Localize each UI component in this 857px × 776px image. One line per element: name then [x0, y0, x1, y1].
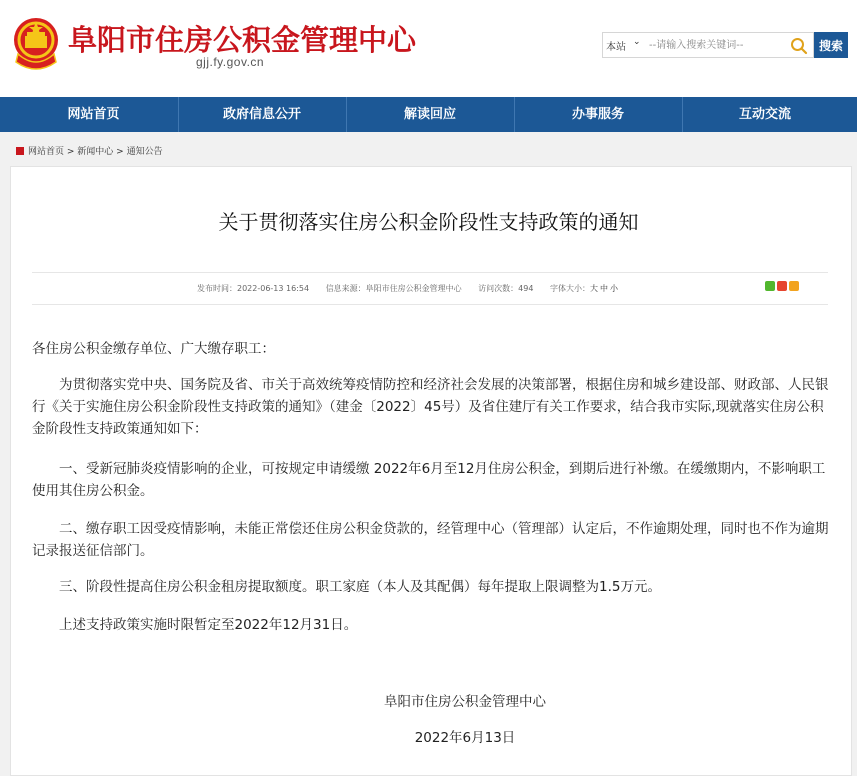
weibo-icon[interactable]	[777, 281, 787, 291]
qzone-icon[interactable]	[789, 281, 799, 291]
divider	[32, 304, 828, 305]
site-header	[0, 0, 857, 97]
search-icon[interactable]	[789, 36, 809, 56]
view-count: 访问次数：494	[478, 284, 534, 293]
breadcrumb-news[interactable]: 新闻中心	[77, 147, 114, 157]
font-size-small[interactable]: 小	[610, 284, 619, 293]
article-paragraph: 二、缴存职工因受疫情影响，未能正常偿还住房公积金贷款的，经管理中心（管理部）认定后，不作逾期处理，同时也不作为逾期记录报送征信部门。	[32, 521, 829, 559]
signature: 阜阳市住房公积金管理中心	[384, 694, 546, 710]
main-nav	[0, 97, 857, 132]
publish-time: 发布时间：2022-06-13 16:54	[197, 284, 310, 293]
article-paragraph: 上述支持政策实施时限暂定至2022年12月31日。	[59, 617, 358, 633]
divider	[32, 272, 828, 273]
info-source: 信息来源：阜阳市住房公积金管理中心	[325, 284, 462, 293]
article-meta	[197, 283, 620, 294]
nav-item-interaction[interactable]: 互动交流	[738, 107, 791, 122]
font-size-label: 字体大小：	[550, 284, 591, 293]
chevron-down-icon[interactable]: ⌄	[633, 37, 641, 47]
salutation: 各住房公积金缴存单位、广大缴存职工：	[32, 341, 275, 357]
search-input[interactable]	[647, 36, 787, 54]
article-paragraph: 一、受新冠肺炎疫情影响的企业，可按规定申请缓缴 2022年6月至12月住房公积金，到期后进行补缴。在缓缴期内，不影响职工使用其住房公积金。	[32, 461, 826, 499]
font-size-medium[interactable]: 中	[600, 284, 609, 293]
nav-item-gov-info[interactable]: 政府信息公开	[222, 107, 301, 122]
search-button[interactable]: 搜索	[814, 32, 848, 58]
site-domain: gjj.fy.gov.cn	[196, 55, 265, 69]
search-box	[602, 32, 814, 58]
breadcrumb	[16, 144, 163, 157]
site-title[interactable]: 阜阳市住房公积金管理中心	[68, 23, 417, 57]
nav-item-interpretation[interactable]: 解读回应	[403, 107, 456, 122]
breadcrumb-separator: >	[113, 147, 127, 157]
breadcrumb-separator: >	[64, 147, 78, 157]
breadcrumb-current[interactable]: 通知公告	[126, 147, 163, 157]
search-scope-select[interactable]: 本站	[606, 42, 626, 53]
nav-item-services[interactable]: 办事服务	[571, 107, 624, 122]
font-size-large[interactable]: 大	[590, 284, 599, 293]
home-icon	[16, 147, 24, 155]
nav-item-home[interactable]: 网站首页	[67, 107, 120, 122]
article-title: 关于贯彻落实住房公积金阶段性支持政策的通知	[218, 210, 639, 234]
breadcrumb-home[interactable]: 网站首页	[28, 147, 65, 157]
national-emblem-icon[interactable]	[12, 14, 60, 76]
signature-date: 2022年6月13日	[414, 730, 516, 746]
article-paragraph: 三、阶段性提高住房公积金租房提取额度。职工家庭（本人及其配偶）每年提取上限调整为1.5万元。	[59, 579, 661, 595]
article-paragraph: 为贯彻落实党中央、国务院及省、市关于高效统筹疫情防控和经济社会发展的决策部署，根据住房和城乡建设部、财政部、人民银行《关于实施住房公积金阶段性支持政策的通知》（建金〔2022〕45号）及省住建厅有关工作要求，结合我市实际,现就落实住房公积金阶段性支持政策通知如下：	[32, 377, 829, 437]
share-bar	[765, 281, 801, 292]
wechat-icon[interactable]	[765, 281, 775, 291]
